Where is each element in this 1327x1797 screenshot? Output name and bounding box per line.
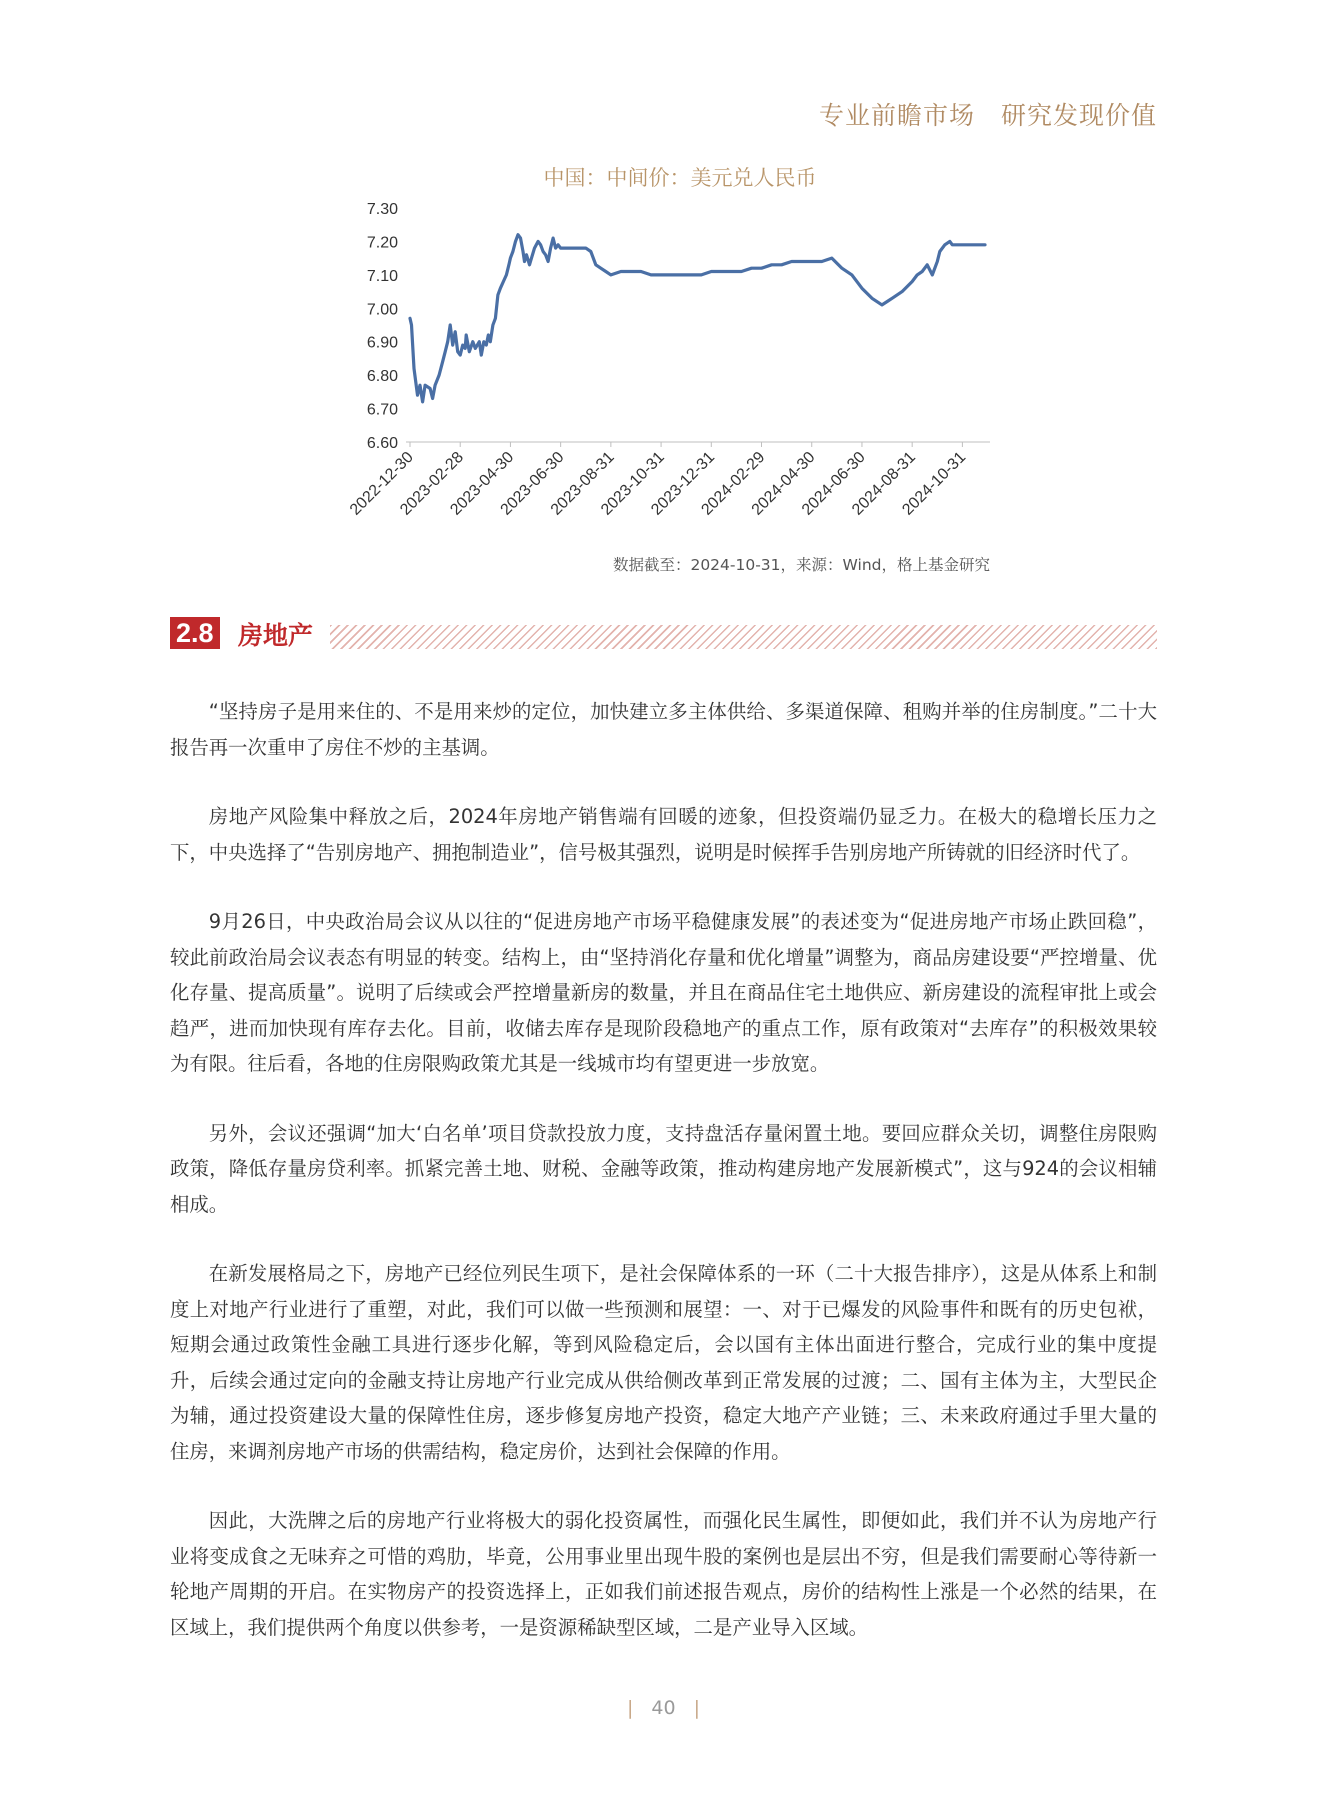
x-tick-label: 2023-12-31 bbox=[648, 448, 719, 519]
chart-source: 数据截至：2024-10-31，来源：Wind，格上基金研究 bbox=[612, 556, 990, 574]
section-title: 房地产 bbox=[238, 621, 314, 650]
paragraph: 房地产风险集中释放之后，2024年房地产销售端有回暖的迹象，但投资端仍显乏力。在极大的稳增长压力之下，中央选择了“告别房地产、拥抱制造业”，信号极其强烈，说明是时候挥手告别房地产所铸就的旧经济时代了。 bbox=[170, 805, 1157, 864]
section-heading bbox=[170, 614, 1157, 654]
paragraph: “坚持房子是用来住的、不是用来炒的定位，加快建立多主体供给、多渠道保障、租购并举的住房制度。”二十大报告再一次重申了房住不炒的主基调。 bbox=[170, 700, 1157, 759]
x-tick-label: 2024-08-31 bbox=[849, 448, 919, 519]
page-number-value: 40 bbox=[651, 1697, 676, 1719]
section-number: 2.8 bbox=[170, 617, 220, 649]
y-tick-label: 6.90 bbox=[366, 334, 398, 352]
page-number-bar-right: | bbox=[693, 1697, 700, 1719]
x-tick-label: 2024-04-30 bbox=[748, 448, 819, 519]
x-tick-label: 2024-10-31 bbox=[899, 448, 970, 519]
y-tick-label: 6.80 bbox=[366, 368, 398, 386]
x-tick-label: 2024-06-30 bbox=[798, 448, 869, 519]
x-tick-label: 2023-06-30 bbox=[497, 448, 568, 519]
y-tick-label: 7.30 bbox=[366, 201, 398, 218]
slogan-left: 专业前瞻市场 bbox=[818, 101, 975, 130]
x-tick-label: 2023-04-30 bbox=[447, 448, 518, 519]
exchange-rate-chart bbox=[320, 190, 1020, 550]
paragraph: 在新发展格局之下，房地产已经位列民生项下，是社会保障体系的一环（二十大报告排序），这是从体系上和制度上对地产行业进行了重塑，对此，我们可以做一些预测和展望：一、对于已爆发的风险事件和既有的历史包袱，短期会通过政策性金融工具进行逐步化解，等到风险稳定后，会以国有主体出面进行整合，完成行业的集中度提升，后续会通过定向的金融支持让房地产行业完成从供给侧改革到正常发展的过渡；二、国有主体为主，大型民企为辅，通过投资建设大量的保障性住房，逐步修复房地产投资，稳定大地产产业链；三、未来政府通过手里大量的住房，来调剂房地产市场的供需结构，稳定房价，达到社会保障的作用。 bbox=[170, 1262, 1157, 1463]
body-text bbox=[170, 694, 1157, 1679]
series-line bbox=[410, 235, 985, 402]
slogan-right: 研究发现价值 bbox=[1000, 101, 1157, 130]
y-tick-label: 7.10 bbox=[366, 267, 398, 285]
x-tick-label: 2022-12-30 bbox=[346, 448, 417, 519]
page-number-bar-left: | bbox=[627, 1697, 634, 1719]
y-tick-label: 6.60 bbox=[366, 435, 398, 452]
x-tick-label: 2023-02-28 bbox=[397, 448, 468, 519]
chart-title: 中国：中间价：美元兑人民币 bbox=[543, 166, 817, 190]
x-tick-label: 2024-02-29 bbox=[698, 448, 769, 519]
y-tick-label: 7.20 bbox=[366, 234, 398, 252]
paragraph: 另外，会议还强调“加大‘白名单’项目贷款投放力度，支持盘活存量闲置土地。要回应群众关切，调整住房限购政策，降低存量房贷利率。抓紧完善土地、财税、金融等政策，推动构建房地产发展新模式”，这与924的会议相辅相成。 bbox=[170, 1121, 1157, 1216]
paragraph: 9月26日，中央政治局会议从以往的“促进房地产市场平稳健康发展”的表述变为“促进房地产市场止跌回稳”，较此前政治局会议表态有明显的转变。结构上，由“坚持消化存量和优化增量”调整为，商品房建设要“严控增量、优化存量、提高质量”。说明了后续或会严控增量新房的数量，并且在商品住宅土地供应、新房建设的流程审批上或会趋严，进而加快现有库存去化。目前，收储去库存是现阶段稳地产的重点工作，原有政策对“去库存”的积极效果较为有限。往后看，各地的住房限购政策尤其是一线城市均有望更进一步放宽。 bbox=[170, 910, 1157, 1075]
section-hatch-decoration bbox=[330, 625, 1157, 649]
header-slogan bbox=[819, 96, 1157, 132]
x-tick-label: 2023-08-31 bbox=[547, 448, 618, 519]
page-number bbox=[0, 1697, 1327, 1719]
x-tick-label: 2023-10-31 bbox=[598, 448, 668, 519]
paragraph: 因此，大洗牌之后的房地产行业将极大的弱化投资属性，而强化民生属性，即便如此，我们并不认为房地产行业将变成食之无味弃之可惜的鸡肋，毕竟，公用事业里出现牛股的案例也是层出不穷，但是我们需要耐心等待新一轮地产周期的开启。在实物房产的投资选择上，正如我们前述报告观点，房价的结构性上涨是一个必然的结果，在区域上，我们提供两个角度以供参考，一是资源稀缺型区域，二是产业导入区域。 bbox=[170, 1509, 1157, 1639]
y-tick-label: 7.00 bbox=[366, 301, 398, 319]
y-tick-label: 6.70 bbox=[366, 401, 398, 419]
